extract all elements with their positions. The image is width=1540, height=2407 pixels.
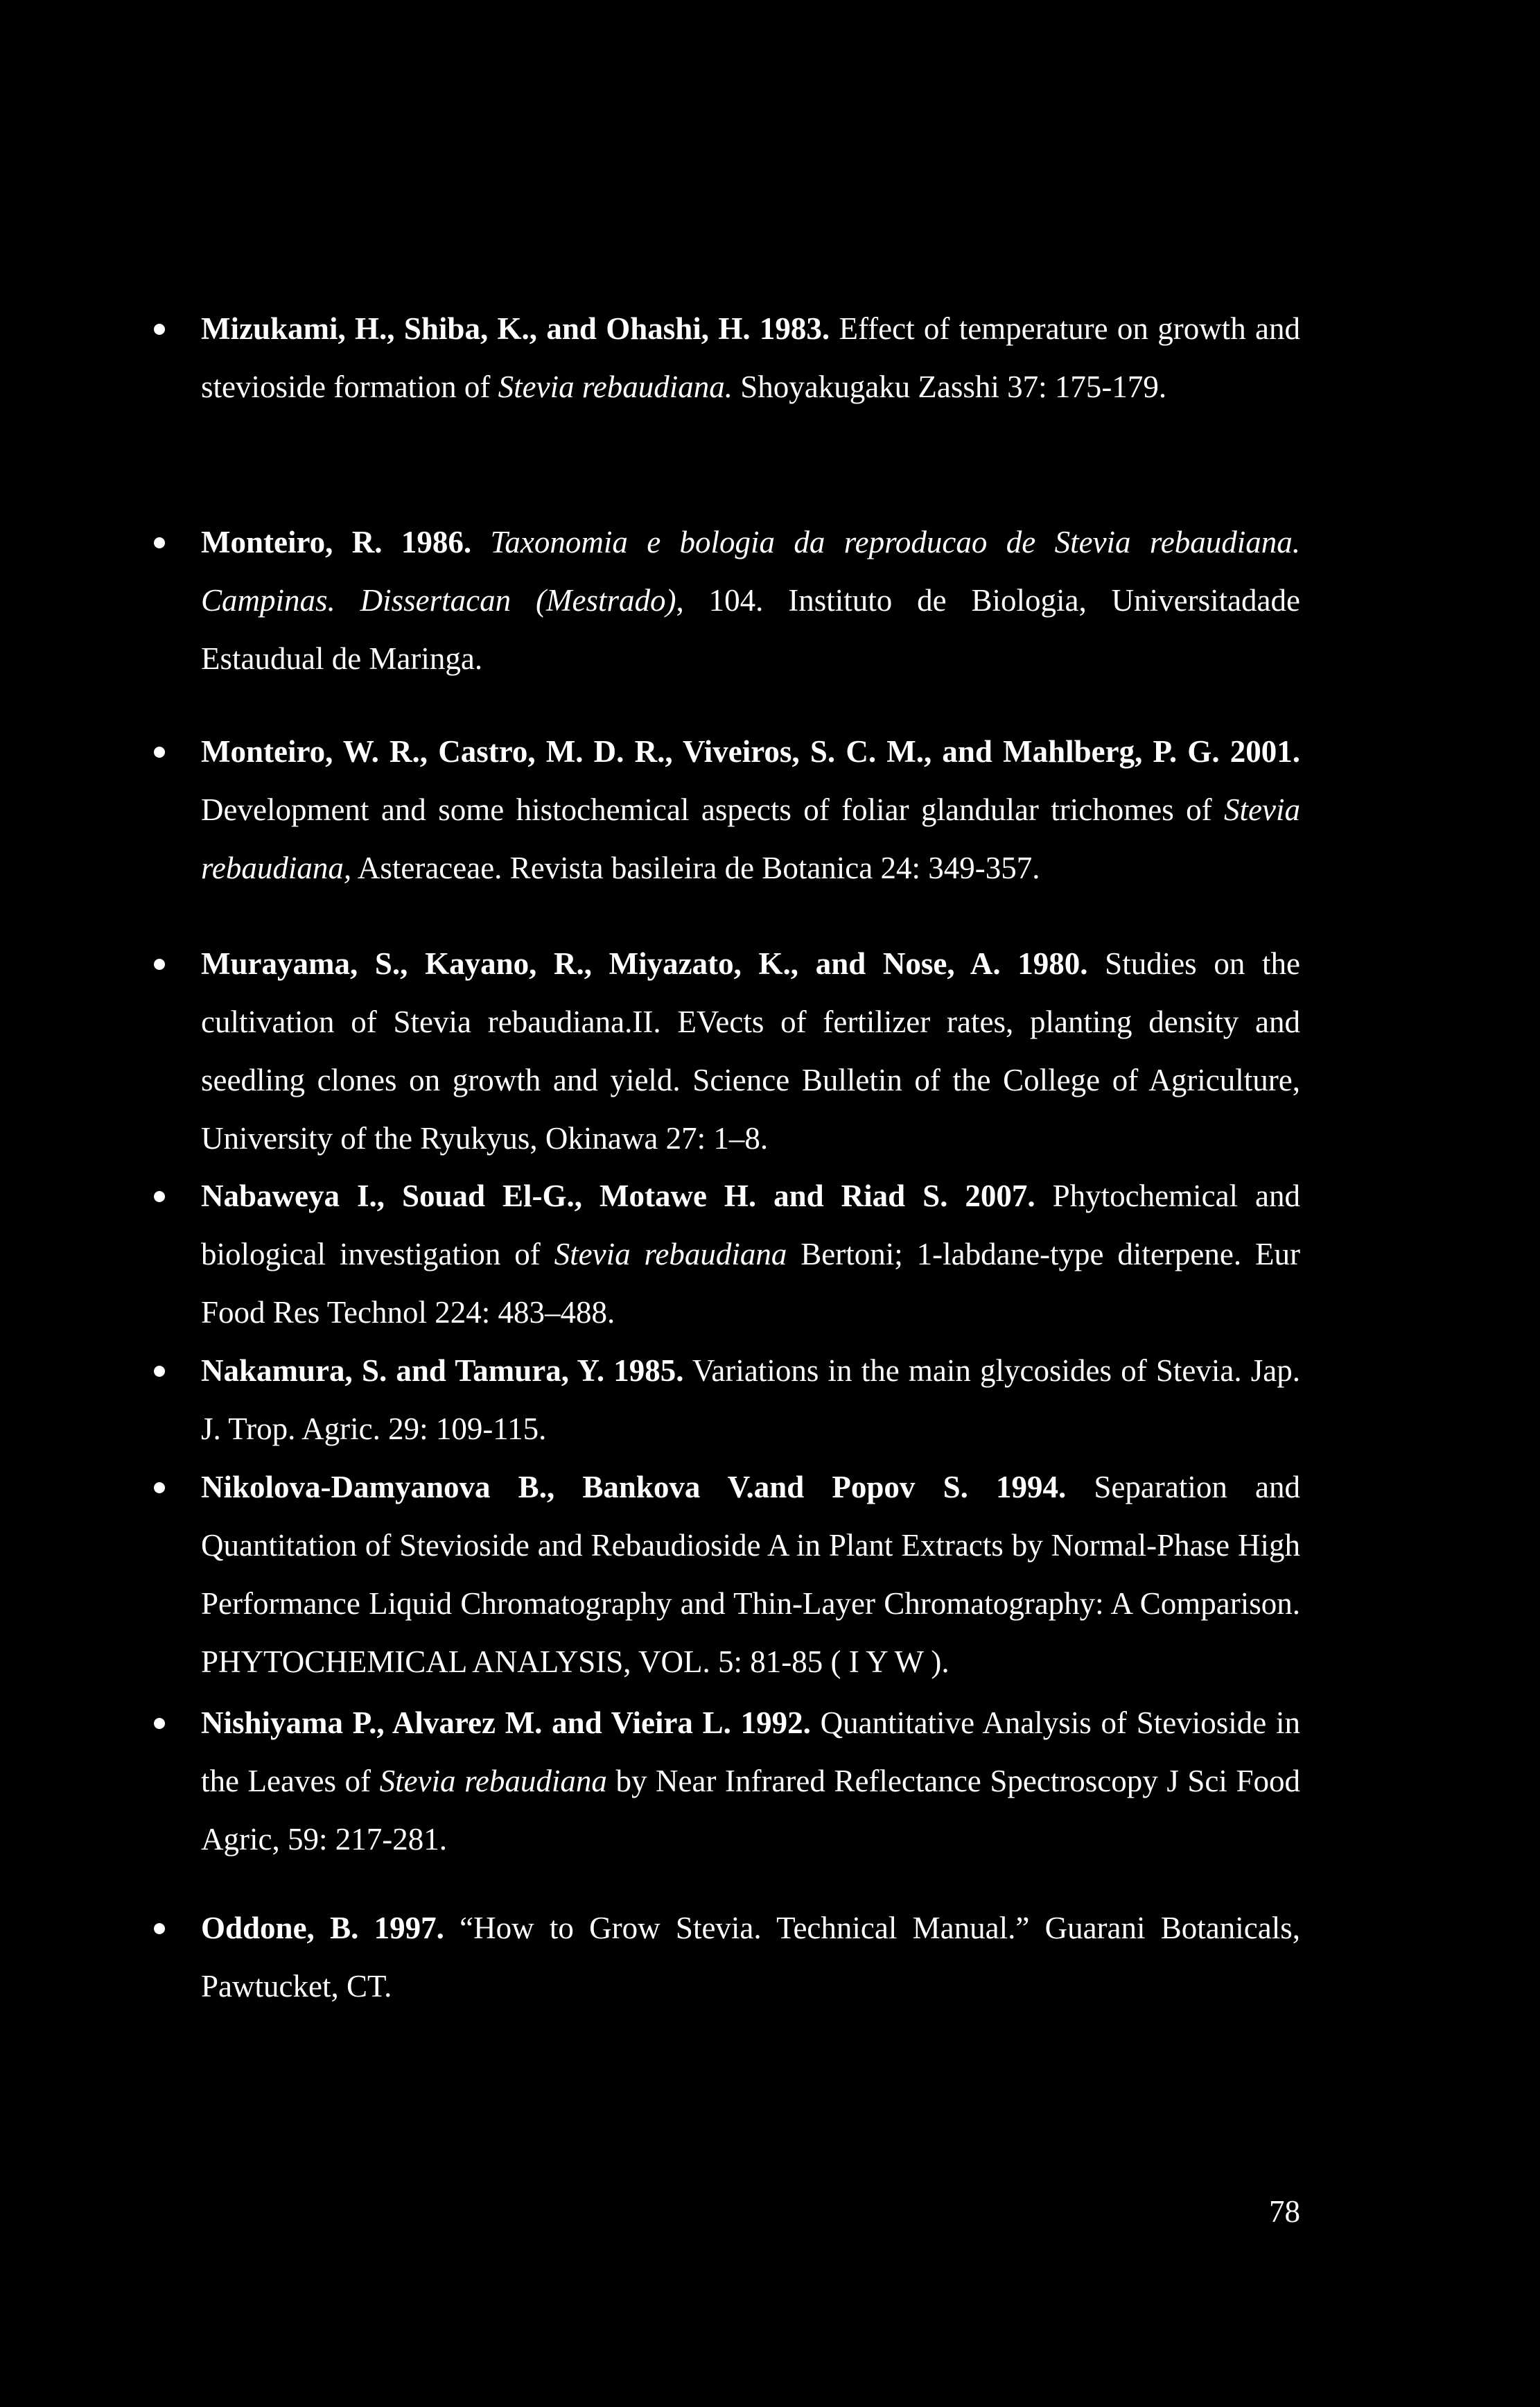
reference-item — [201, 722, 1300, 897]
reference-text: Variations in the main glycosides of Stevia. Jap. J. Trop. Agric. 29: 109-115. — [201, 1353, 1301, 1446]
reference-item — [201, 1899, 1300, 2015]
reference-text: , 104. Instituto de Biologia, Universitadade Estaudual de Maringa. — [201, 583, 1301, 676]
reference-species-name: Stevia rebaudiana — [379, 1764, 607, 1798]
reference-authors-year: Nikolova-Damyanova B., Bankova V.and Popov S. 1994. — [201, 1470, 1067, 1504]
reference-authors-year: Nakamura, S. and Tamura, Y. 1985. — [201, 1353, 684, 1388]
reference-text: by Near Infrared Reflectance Spectroscopy J Sci Food Agric, 59: 217-281. — [201, 1764, 1300, 1857]
reference-authors-year: Murayama, S., Kayano, R., Miyazato, K., and Nose, A. 1980. — [201, 946, 1088, 981]
reference-text: Studies on the cultivation of Stevia rebaudiana.II. EVects of fertilizer rates, planting density and seedling clones on growth and yield. Science Bulletin of the College of Agriculture, University of the Ryukyus, Okinawa 27: 1–8. — [201, 946, 1300, 1156]
reference-text: Separation and Quantitation of Stevioside and Rebaudioside A in Plant Extracts by Normal-Phase High Performance Liquid Chromatography and Thin-Layer Chromatography: A Comparison. PHYTOCHEMICAL ANALYSIS, VOL. 5: 81-85 ( I Y W ). — [201, 1470, 1300, 1679]
reference-authors-year: Monteiro, R. 1986. — [201, 525, 472, 559]
reference-item — [201, 299, 1300, 416]
reference-authors-year: Oddone, B. 1997. — [201, 1911, 444, 1945]
reference-text: Effect of temperature on growth and stevioside formation of — [201, 311, 1300, 404]
reference-item — [201, 1167, 1300, 1341]
reference-text: “How to Grow Stevia. Technical Manual.” Guarani Botanicals, Pawtucket, CT. — [201, 1911, 1300, 2004]
reference-text: Quantitative Analysis of Stevioside in the Leaves of — [201, 1705, 1300, 1798]
reference-title: Taxonomia e bologia da reproducao de Stevia rebaudiana. Campinas. Dissertacan (Mestrado) — [201, 525, 1300, 618]
reference-item — [201, 1694, 1300, 1868]
reference-item — [201, 513, 1300, 688]
reference-item — [201, 1458, 1300, 1691]
reference-text: Phytochemical and biological investigation of — [201, 1179, 1300, 1271]
reference-authors-year: Nishiyama P., Alvarez M. and Vieira L. 1992. — [201, 1705, 811, 1740]
reference-species-name: Stevia rebaudiana, — [201, 792, 1300, 885]
reference-text: Asteraceae. Revista basileira de Botanica 24: 349-357. — [351, 851, 1040, 885]
page-number: 78 — [1269, 2194, 1300, 2229]
reference-text: Development and some histochemical aspects of foliar glandular trichomes of — [201, 792, 1225, 827]
reference-species-name: Stevia rebaudiana — [554, 1237, 787, 1271]
reference-item — [201, 1341, 1300, 1458]
reference-item — [201, 935, 1300, 1167]
reference-text: Shoyakugaku Zasshi 37: 175-179. — [732, 370, 1167, 404]
reference-authors-year: Monteiro, W. R., Castro, M. D. R., Viveiros, S. C. M., and Mahlberg, P. G. 2001. — [201, 734, 1300, 769]
reference-species-name: Stevia rebaudiana. — [498, 370, 733, 404]
reference-authors-year: Mizukami, H., Shiba, K., and Ohashi, H. 1983. — [201, 311, 830, 346]
reference-text: Bertoni; 1-labdane-type diterpene. Eur Food Res Technol 224: 483–488. — [201, 1237, 1300, 1330]
reference-authors-year: Nabaweya I., Souad El-G., Motawe H. and Riad S. 2007. — [201, 1179, 1035, 1213]
